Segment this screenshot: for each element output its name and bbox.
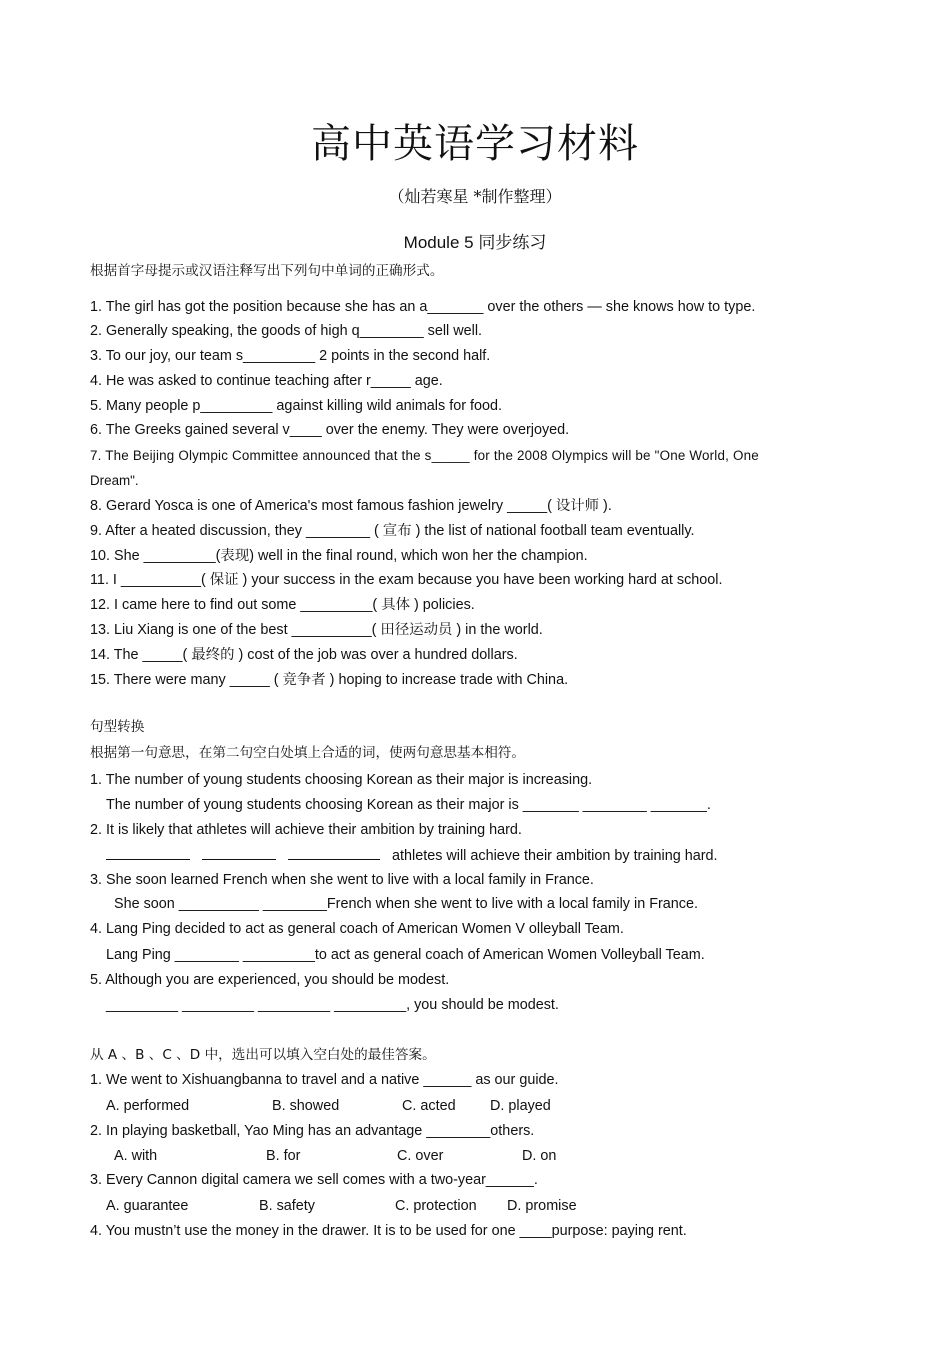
part1-item-15: 15. There were many _____ ( 竞争者 ) hoping to increase trade with China.: [90, 672, 569, 688]
part3-q3-option-c: C. protection: [395, 1198, 477, 1214]
part1-item-9: 9. After a heated discussion, they ________ ( 宣布 ) the list of national football team eventually.: [90, 523, 695, 539]
part1-item-3: 3. To our joy, our team s_________ 2 points in the second half.: [90, 348, 491, 364]
answer-blank: [288, 845, 380, 860]
part1-item-5: 5. Many people p_________ against killing wild animals for food.: [90, 398, 502, 414]
part3-q2-option-b: B. for: [266, 1148, 301, 1164]
part3-q1-stem: 1. We went to Xishuangbanna to travel and a native ______ as our guide.: [90, 1072, 559, 1088]
part1-item-12: 12. I came here to find out some _________( 具体 ) policies.: [90, 597, 475, 613]
answer-blank: [202, 845, 276, 860]
part3-q1-option-d: D. played: [490, 1098, 551, 1114]
part1-item-2: 2. Generally speaking, the goods of high q________ sell well.: [90, 323, 483, 339]
part3-q3-option-a: A. guarantee: [106, 1198, 189, 1214]
part1-item-7-cont: Dream".: [90, 473, 139, 488]
part1-item-7: 7. The Beijing Olympic Committee announced that the s_____ for the 2008 Olympics will be "One World, One: [90, 448, 759, 463]
part1-item-11: 11. I __________( 保证 ) your success in the exam because you have been working hard at school.: [90, 572, 723, 588]
part3-q3-option-b: B. safety: [259, 1198, 315, 1214]
part3-q2-option-a: A. with: [114, 1148, 158, 1164]
part3-q1-option-b: B. showed: [272, 1098, 340, 1114]
part2-heading: 句型转换: [90, 719, 145, 735]
part3-q3-option-d: D. promise: [507, 1198, 577, 1214]
part2-item-2-original: 2. It is likely that athletes will achieve their ambition by training hard.: [90, 822, 522, 838]
part2-item-3-original: 3. She soon learned French when she went to live with a local family in France.: [90, 872, 594, 888]
part3-instruction: 从 A 、B 、C 、D 中，选出可以填入空白处的最佳答案。: [90, 1047, 436, 1063]
part2-item-1-rewrite: The number of young students choosing Korean as their major is _______ ________ _______.: [106, 797, 711, 813]
part1-item-14: 14. The _____( 最终的 ) cost of the job was over a hundred dollars.: [90, 647, 518, 663]
answer-blank: [106, 845, 190, 860]
module-heading: Module 5 同步练习: [403, 233, 547, 252]
part3-q2-option-c: C. over: [397, 1148, 444, 1164]
part2-item-5-original: 5. Although you are experienced, you should be modest.: [90, 972, 450, 988]
part1-item-10: 10. She _________(表现) well in the final round, which won her the champion.: [90, 548, 588, 564]
part1-item-1: 1. The girl has got the position because she has an a_______ over the others — she knows how to type.: [90, 299, 756, 315]
part2-item-1-original: 1. The number of young students choosing Korean as their major is increasing.: [90, 772, 593, 788]
part2-item-2-rewrite-text: athletes will achieve their ambition by training hard.: [392, 848, 718, 864]
part2-instruction: 根据第一句意思，在第二句空白处填上合适的词，使两句意思基本相符。: [90, 745, 525, 761]
part3-q4-stem: 4. You mustn’t use the money in the drawer. It is to be used for one ____purpose: paying rent.: [90, 1223, 687, 1239]
part2-item-3-rewrite: She soon __________ ________French when she went to live with a local family in France.: [114, 896, 698, 912]
part1-item-4: 4. He was asked to continue teaching after r_____ age.: [90, 373, 443, 389]
document-title: 高中英语学习材料: [311, 121, 639, 167]
part2-item-4-rewrite: Lang Ping ________ _________to act as general coach of American Women Volleyball Team.: [106, 947, 705, 963]
part1-instruction: 根据首字母提示或汉语注释写出下列句中单词的正确形式。: [90, 263, 444, 279]
part1-item-8: 8. Gerard Yosca is one of America's most famous fashion jewelry _____( 设计师 ).: [90, 498, 612, 514]
part1-item-13: 13. Liu Xiang is one of the best __________( 田径运动员 ) in the world.: [90, 622, 543, 638]
part3-q2-stem: 2. In playing basketball, Yao Ming has an advantage ________others.: [90, 1123, 535, 1139]
part2-item-5-rewrite: _________ _________ _________ _________, you should be modest.: [106, 997, 559, 1013]
document-subtitle: （灿若寒星 *制作整理）: [388, 187, 562, 206]
part3-q1-option-c: C. acted: [402, 1098, 456, 1114]
part2-item-4-original: 4. Lang Ping decided to act as general coach of American Women V olleyball Team.: [90, 921, 624, 937]
part3-q3-stem: 3. Every Cannon digital camera we sell comes with a two-year______.: [90, 1172, 538, 1188]
part3-q2-option-d: D. on: [522, 1148, 557, 1164]
part2-item-2-rewrite: [106, 845, 876, 865]
part3-q1-option-a: A. performed: [106, 1098, 190, 1114]
part1-item-6: 6. The Greeks gained several v____ over the enemy. They were overjoyed.: [90, 422, 570, 438]
